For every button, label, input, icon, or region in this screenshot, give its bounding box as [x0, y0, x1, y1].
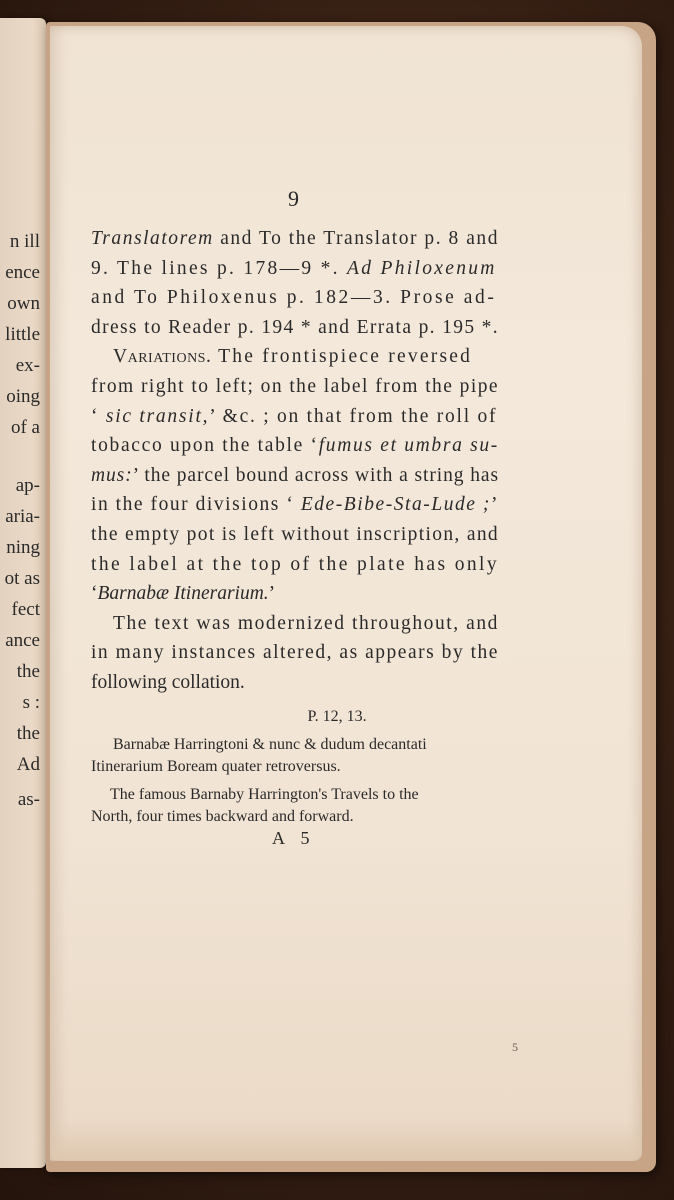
text-run: Ede-Bibe-Sta-Lude ; [300, 494, 491, 516]
text-run: from right to left; on the label from the pipe [91, 376, 499, 397]
text-run: ’ [490, 494, 499, 516]
text-run: following collation. [91, 672, 245, 693]
left-page-line: ence [5, 262, 40, 283]
text-run: The text was modernized throughout, and [113, 612, 499, 634]
text-run: tobacco upon the table ‘ [91, 435, 319, 457]
body-line [91, 583, 275, 605]
left-page-line: of a [10, 417, 40, 438]
collation-english-line-2: North, four times backward and forward. [91, 808, 354, 825]
body-line [91, 524, 499, 546]
text-run: fumus et umbra su- [318, 435, 499, 457]
text-run: The frontispiece reversed [211, 346, 473, 368]
left-page-line: own [7, 293, 40, 314]
left-page-line: fect [11, 599, 40, 620]
left-page-line: aria- [5, 506, 40, 527]
left-page-line: the [16, 661, 40, 682]
left-page-line: n ill [9, 231, 40, 252]
text-run: sic transit, [105, 405, 210, 427]
text-run: mus: [91, 464, 133, 486]
collation-latin-line-1: Barnabæ Harringtoni & nunc & dudum decantati [113, 736, 427, 753]
body-line [91, 287, 496, 309]
body-line [91, 642, 499, 664]
text-run: the label at the top of the plate has only [91, 553, 499, 575]
text-run: ‘ [91, 405, 106, 427]
left-page-line: ance [5, 630, 40, 651]
left-page-line: the [16, 723, 40, 744]
text-run: ’ the parcel bound across with a string has [132, 464, 499, 486]
text-run: and To the Translator p. 8 and [213, 228, 499, 249]
text-run: Barnabæ Itinerarium. [97, 583, 269, 605]
signature-mark: A 5 [272, 828, 316, 848]
body-line [91, 317, 499, 339]
text-run: ’ [268, 583, 276, 605]
pencil-mark: 5 [512, 1040, 518, 1054]
text-run: ’ &c. ; on that from the roll of [209, 405, 498, 427]
body-line [91, 465, 499, 487]
text-run: in many instances altered, as appears by the [91, 642, 499, 664]
body-line [91, 554, 499, 576]
body-line [91, 435, 499, 457]
body-line [113, 613, 499, 635]
left-page-line: Ad [16, 754, 40, 775]
body-line [91, 376, 499, 398]
text-run: in the four divisions ‘ [91, 494, 301, 516]
collation-heading: P. 12, 13. [307, 708, 367, 725]
left-page-line: little [5, 324, 40, 345]
text-run: ‘ [91, 583, 98, 605]
text-run: the empty pot is left without inscription, and [91, 524, 499, 545]
body-line [113, 346, 472, 368]
collation-latin-line-2: Itinerarium Boream quater retroversus. [91, 758, 341, 775]
body-line [91, 494, 499, 516]
left-page-fragment [0, 18, 46, 1168]
text-run: 9. The lines p. 178—9 *. [91, 257, 348, 279]
body-line [91, 406, 497, 428]
left-page-line: ot as [4, 568, 40, 589]
page-bottom-edge [52, 1120, 640, 1160]
left-page-line: oing [6, 386, 40, 407]
collation-english-line-1: The famous Barnaby Harrington's Travels to the [110, 786, 419, 803]
body-line [91, 258, 497, 280]
text-run: Variations. [113, 346, 212, 368]
left-page-line: ap- [15, 475, 40, 496]
left-page-line: ex- [15, 355, 40, 376]
text-run: and To Philoxenus p. 182—3. Prose ad- [91, 287, 497, 309]
text-run: Ad Philoxenum [347, 257, 497, 279]
left-page-line: as- [17, 789, 40, 810]
left-page-line: ning [6, 537, 40, 558]
body-line [91, 228, 499, 250]
body-line [91, 672, 245, 694]
text-run: dress to Reader p. 194 * and Errata p. 195 *. [91, 316, 499, 338]
left-page-line: s : [22, 692, 40, 713]
text-run: Translatorem [91, 228, 214, 249]
page-number: 9 [288, 186, 299, 211]
